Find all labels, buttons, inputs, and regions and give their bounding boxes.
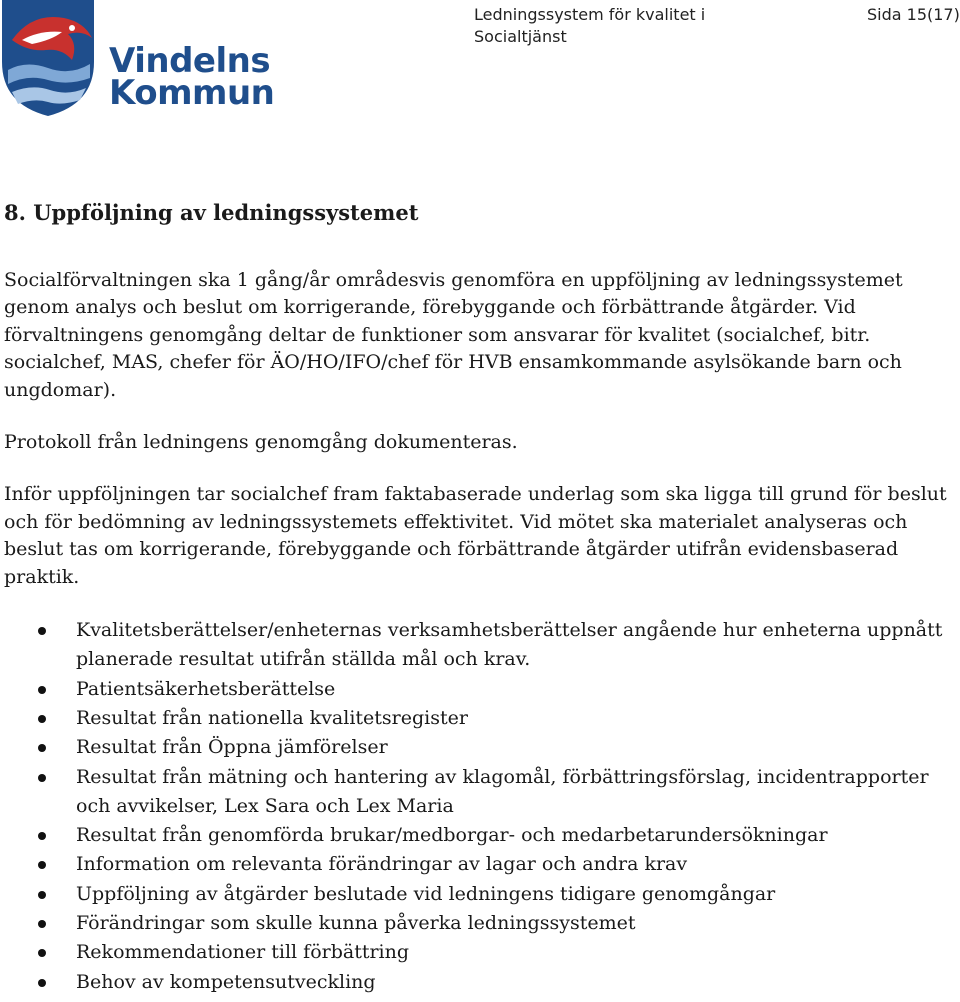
list-item-text: Rekommendationer till förbättring [76, 941, 410, 964]
paragraph-intro: Socialförvaltningen ska 1 gång/år områdesvis genomföra en uppföljning av ledningssystemet genom analys och beslut om korrigerande, förebyggande och förbättrande åtgärder. Vid förvaltningens genomgång deltar de funktioner som ansvarar för kvalitet (socialchef, bitr. socialchef, MAS, chefer för ÄO/HO/IFO/chef för HVB ensamkommande asylsökande barn och ungdomar). [4, 269, 903, 401]
list-item-text: Resultat från mätning och hantering av klagomål, förbättringsförslag, incidentrapporter och avvikelser, Lex Sara och Lex Maria [76, 765, 929, 817]
document-body [4, 197, 954, 997]
list-item-text: Behov av kompetensutveckling [76, 970, 376, 993]
list-item [4, 763, 954, 822]
bullet-icon [38, 744, 46, 752]
list-item-text: Patientsäkerhetsberättelse [76, 677, 336, 700]
logo-text-kommun: Kommun [109, 73, 275, 113]
bullet-icon [38, 920, 46, 928]
list-item [4, 938, 954, 967]
page-number: Sida 15(17) [867, 5, 960, 24]
list-item [4, 733, 954, 762]
list-item-text: Resultat från Öppna jämförelser [76, 736, 388, 759]
bullet-icon [38, 774, 46, 782]
bullet-icon [38, 686, 46, 694]
bullet-icon [38, 715, 46, 723]
list-item-text: Kvalitetsberättelser/enheternas verksamhetsberättelser angående hur enheterna uppnått planerade resultat utifrån ställda mål och krav. [76, 619, 943, 671]
list-item-text: Information om relevanta förändringar av lagar och andra krav [76, 853, 688, 876]
list-item [4, 704, 954, 733]
document-title: Ledningssystem för kvalitet i Socialtjänst [474, 5, 706, 46]
paragraph-protocol: Protokoll från ledningens genomgång dokumenteras. [4, 431, 518, 454]
logo-text-vindelns: Vindelns [109, 41, 271, 81]
list-item-text: Resultat från genomförda brukar/medborgar- och medarbetarundersökningar [76, 824, 828, 847]
bullet-icon [38, 861, 46, 869]
bullet-icon [38, 891, 46, 899]
bullet-icon [38, 832, 46, 840]
fish-emblem-icon [2, 0, 102, 116]
section-heading: 8. Uppföljning av ledningssystemet [4, 200, 419, 225]
list-item [4, 909, 954, 938]
list-item [4, 968, 954, 997]
list-item [4, 880, 954, 909]
bullet-list [4, 616, 954, 997]
paragraph-preparation: Inför uppföljningen tar socialchef fram faktabaserade underlag som ska ligga till grund för beslut och för bedömning av ledningssystemets effektivitet. Vid mötet ska materialet analyseras och beslut tas om korrigerande, förebyggande och förbättrande åtgärder utifrån evidensbaserad praktik. [4, 483, 947, 588]
list-item [4, 675, 954, 704]
list-item [4, 616, 954, 675]
list-item [4, 821, 954, 850]
vindeln-logo [2, 0, 275, 120]
list-item-text: Resultat från nationella kvalitetsregister [76, 706, 468, 729]
bullet-icon [38, 627, 46, 635]
bullet-icon [38, 979, 46, 987]
list-item-text: Uppföljning av åtgärder beslutade vid ledningens tidigare genomgångar [76, 882, 776, 905]
list-item [4, 850, 954, 879]
bullet-icon [38, 949, 46, 957]
list-item-text: Förändringar som skulle kunna påverka ledningssystemet [76, 912, 636, 935]
